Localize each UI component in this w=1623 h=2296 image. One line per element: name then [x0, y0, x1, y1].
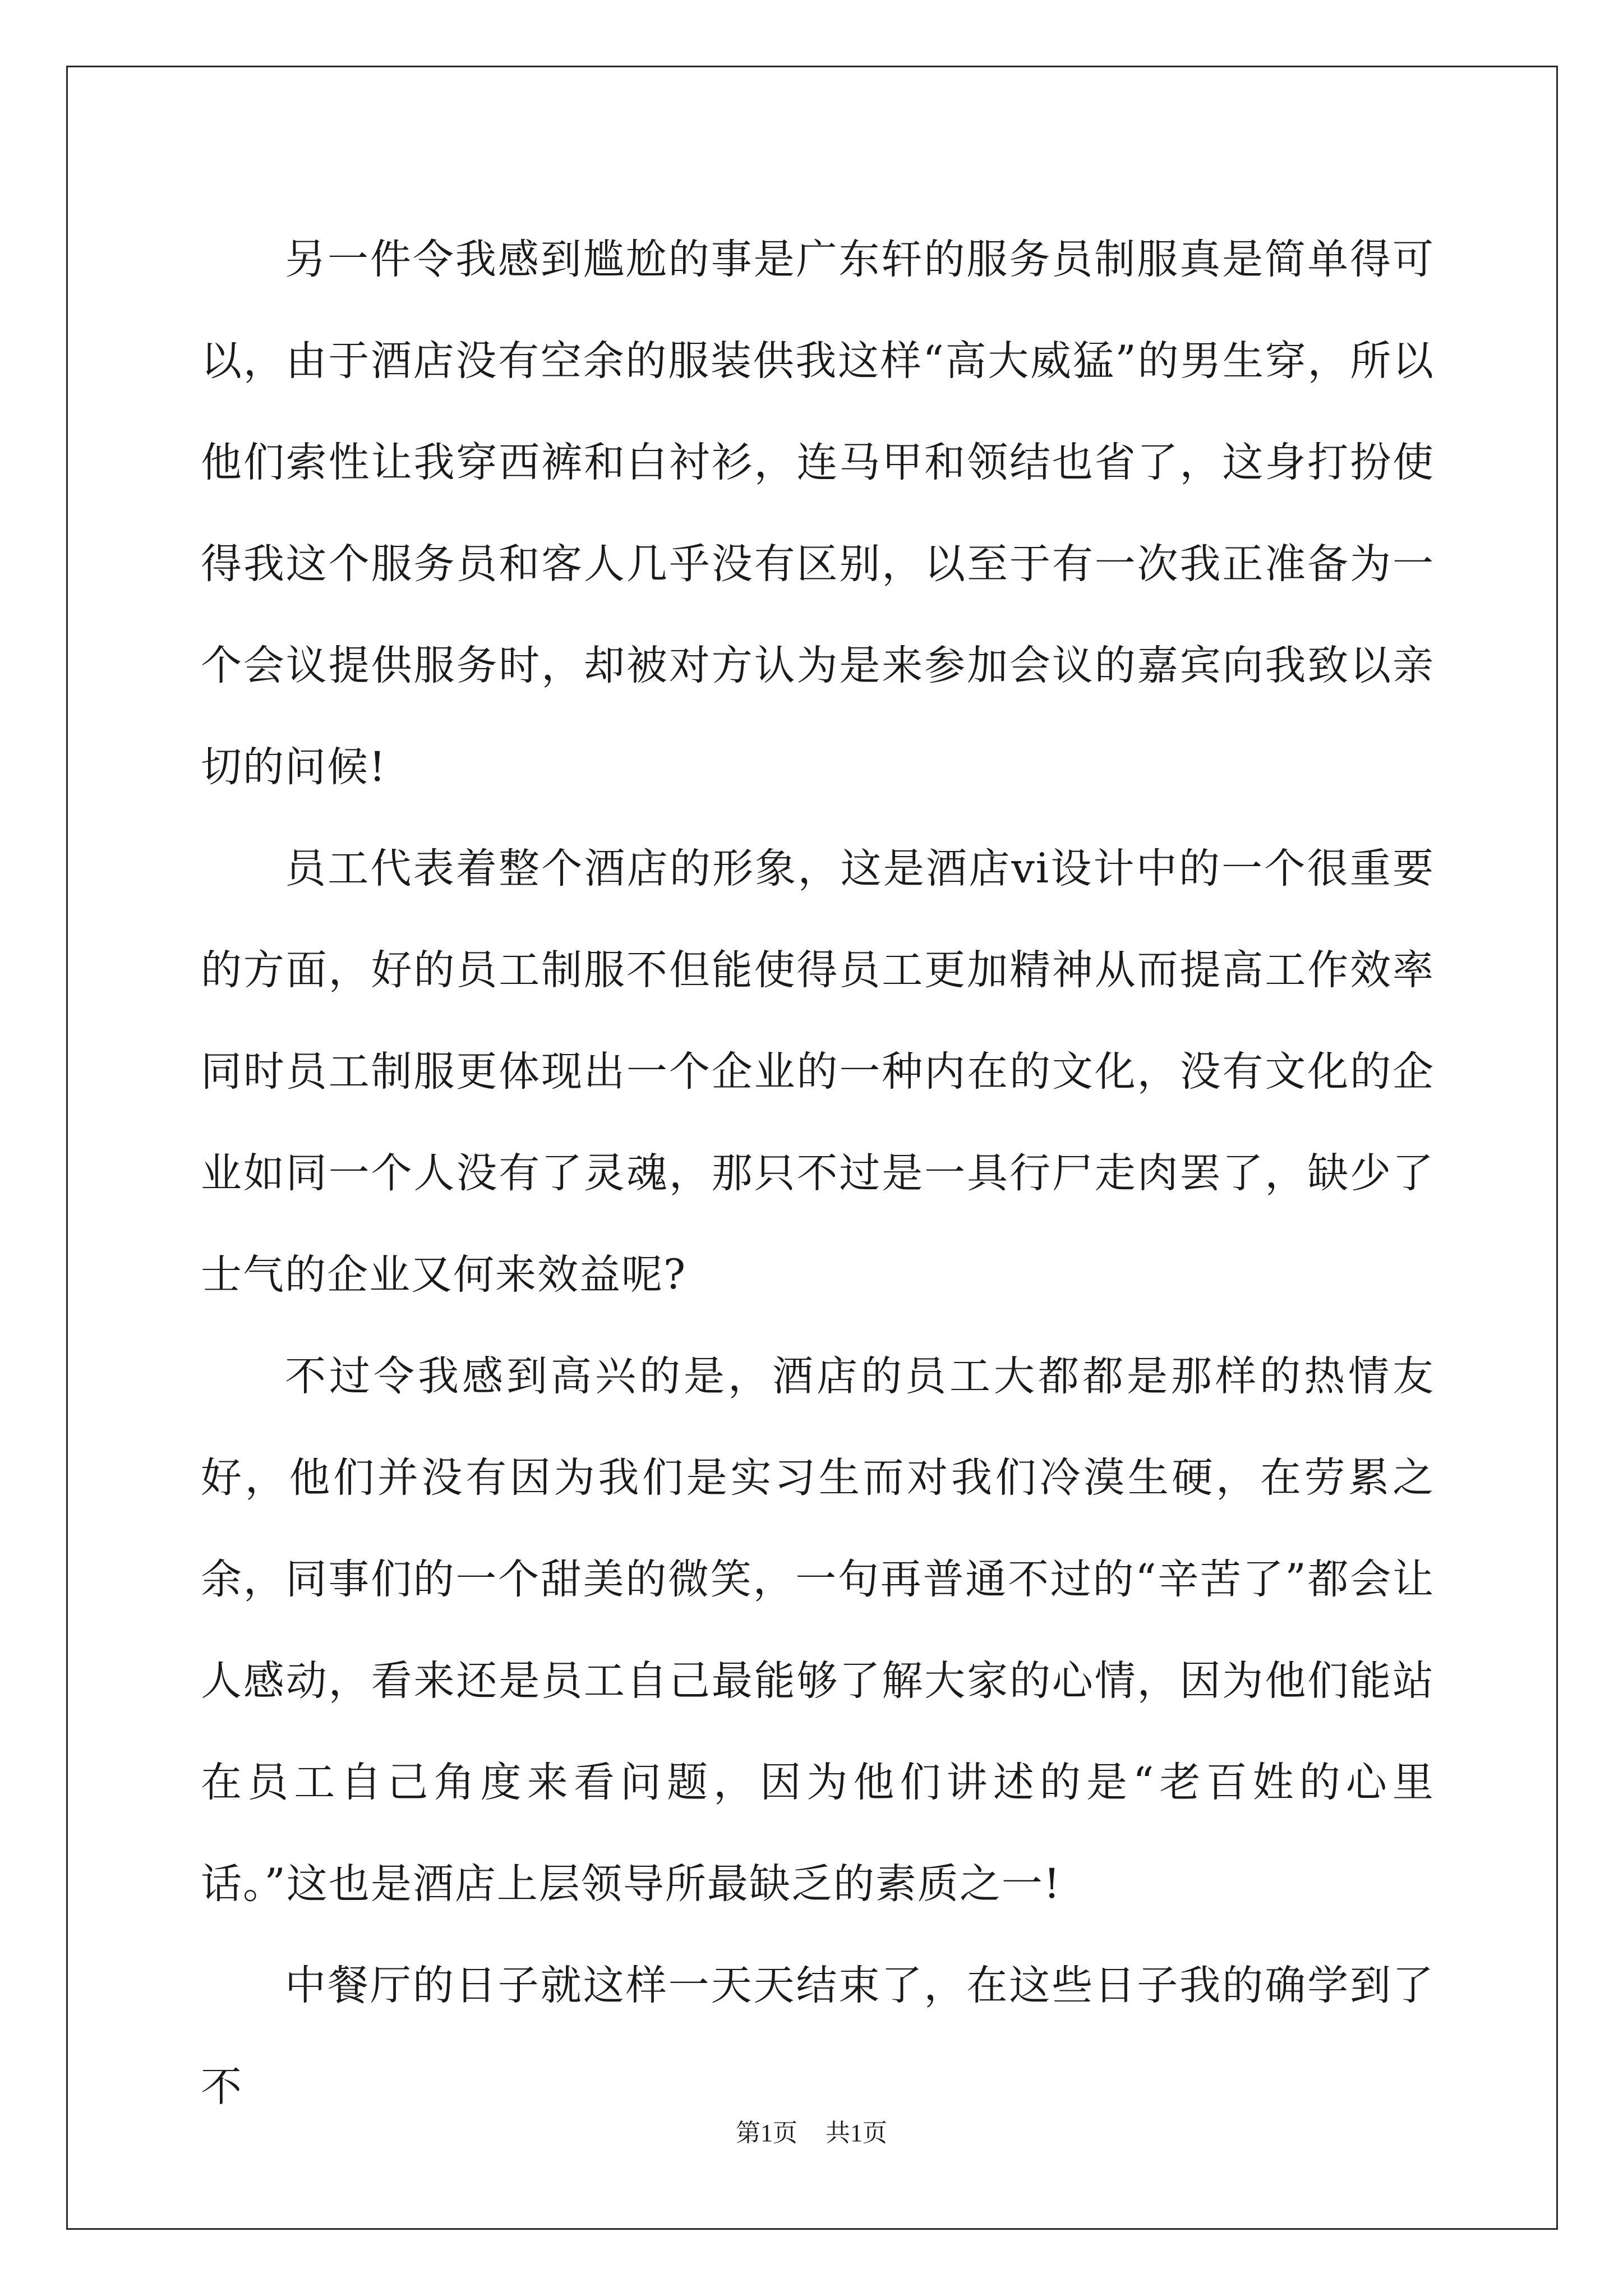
- document-body: [201, 209, 1435, 2138]
- page-total: 共1页: [826, 2119, 887, 2147]
- paragraph: 不过令我感到高兴的是，酒店的员工大都都是那样的热情友好，他们并没有因为我们是实习生而对我们冷漠生硬，在劳累之余，同事们的一个甜美的微笑，一句再普通不过的“辛苦了”都会让人感动，看来还是员工自己最能够了解大家的心情，因为他们能站在员工自己角度来看问题，因为他们讲述的是“老百姓的心里话。”这也是酒店上层领导所最缺乏的素质之一!: [201, 1352, 1435, 1908]
- paragraph: 另一件令我感到尴尬的事是广东轩的服务员制服真是简单得可以，由于酒店没有空余的服装供我这样“高大威猛”的男生穿，所以他们索性让我穿西裤和白衬衫，连马甲和领结也省了，这身打扮使得我这个服务员和客人几乎没有区别，以至于有一次我正准备为一个会议提供服务时，却被对方认为是来参加会议的嘉宾向我致以亲切的问候!: [201, 236, 1435, 791]
- page-number: 第1页: [736, 2119, 797, 2147]
- paragraph: 中餐厅的日子就这样一天天结束了，在这些日子我的确学到了不: [201, 1962, 1435, 2111]
- page-footer: [0, 2116, 1623, 2150]
- paragraph: 员工代表着整个酒店的形象，这是酒店vi设计中的一个很重要的方面，好的员工制服不但能使得员工更加精神从而提高工作效率同时员工制服更体现出一个企业的一种内在的文化，没有文化的企业如同一个人没有了灵魂，那只不过是一具行尸走肉罢了，缺少了士气的企业又何来效益呢?: [201, 845, 1435, 1299]
